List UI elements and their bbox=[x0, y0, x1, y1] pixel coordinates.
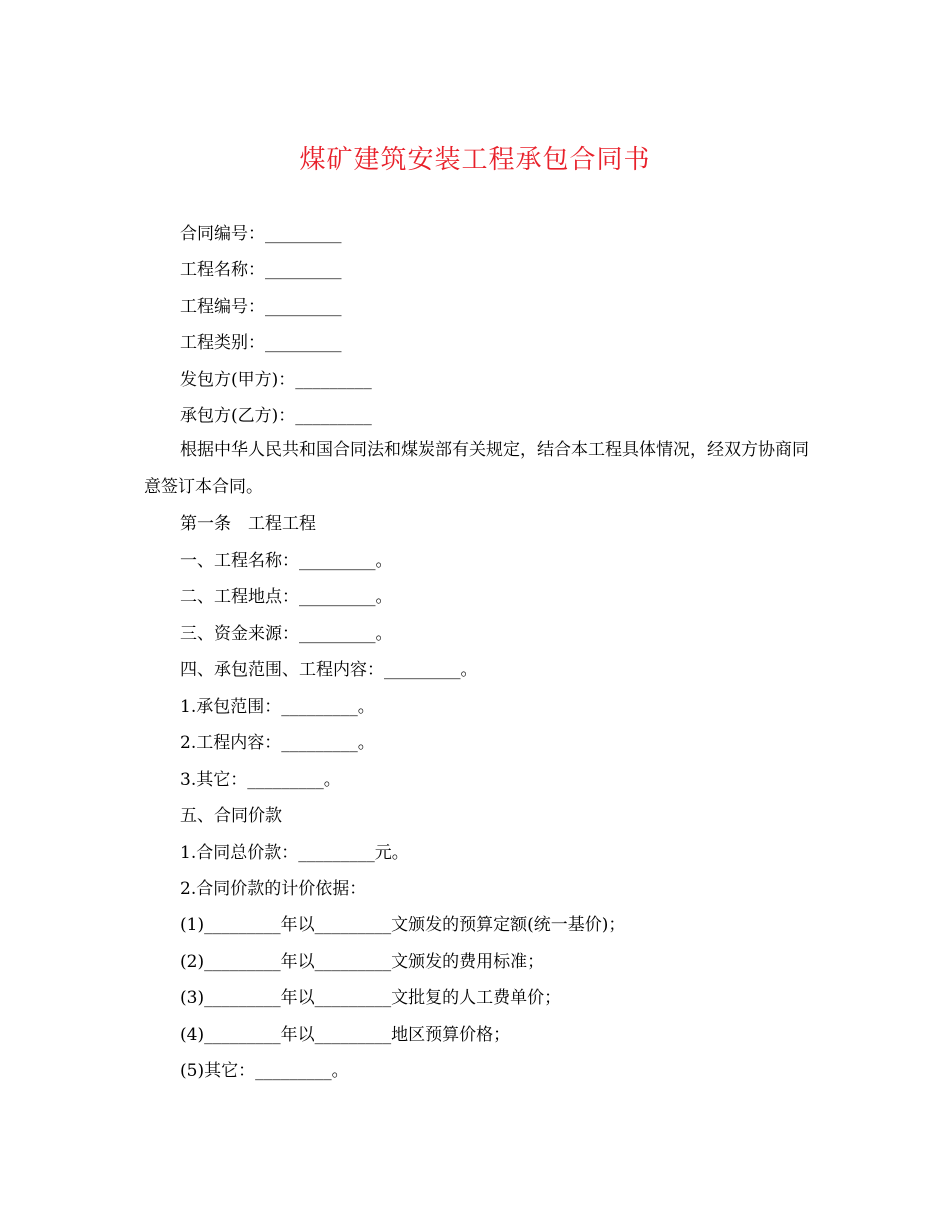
clause-scope: 1.承包范围：_________。 bbox=[180, 697, 375, 717]
field-party-b: 承包方(乙方)：_________ bbox=[180, 406, 372, 426]
intro-paragraph: 根据中华人民共和国合同法和煤炭部有关规定，结合本工程具体情况，经双方协商同意签订本合同。 bbox=[144, 440, 809, 497]
basis-item-1: (1)_________年以_________文颁发的预算定额(统一基价)； bbox=[180, 915, 626, 935]
clause-total-price: 1.合同总价款：_________元。 bbox=[180, 843, 409, 863]
field-project-number: 工程编号：_________ bbox=[180, 297, 342, 317]
field-contract-number: 合同编号：_________ bbox=[180, 224, 342, 244]
clause-scope-content: 四、承包范围、工程内容：_________。 bbox=[180, 660, 478, 680]
clause-project-name: 一、工程名称：_________。 bbox=[180, 551, 393, 571]
basis-item-2: (2)_________年以_________文颁发的费用标准； bbox=[180, 952, 545, 972]
field-party-a: 发包方(甲方)：_________ bbox=[180, 370, 372, 390]
document-title: 煤矿建筑安装工程承包合同书 bbox=[299, 145, 651, 175]
clause-project-location: 二、工程地点：_________。 bbox=[180, 587, 393, 607]
field-project-name: 工程名称：_________ bbox=[180, 260, 342, 280]
basis-item-5: (5)其它：_________。 bbox=[180, 1061, 349, 1081]
article-one-heading: 第一条 工程工程 bbox=[180, 514, 316, 534]
field-project-category: 工程类别：_________ bbox=[180, 333, 342, 353]
basis-item-4: (4)_________年以_________地区预算价格； bbox=[180, 1025, 511, 1045]
section-contract-price: 五、合同价款 bbox=[180, 806, 282, 826]
basis-item-3: (3)_________年以_________文批复的人工费单价； bbox=[180, 988, 562, 1008]
clause-content: 2.工程内容：_________。 bbox=[180, 733, 375, 753]
clause-other: 3.其它：_________。 bbox=[180, 770, 341, 790]
clause-pricing-basis: 2.合同价款的计价依据： bbox=[180, 879, 367, 899]
clause-funding-source: 三、资金来源：_________。 bbox=[180, 624, 393, 644]
